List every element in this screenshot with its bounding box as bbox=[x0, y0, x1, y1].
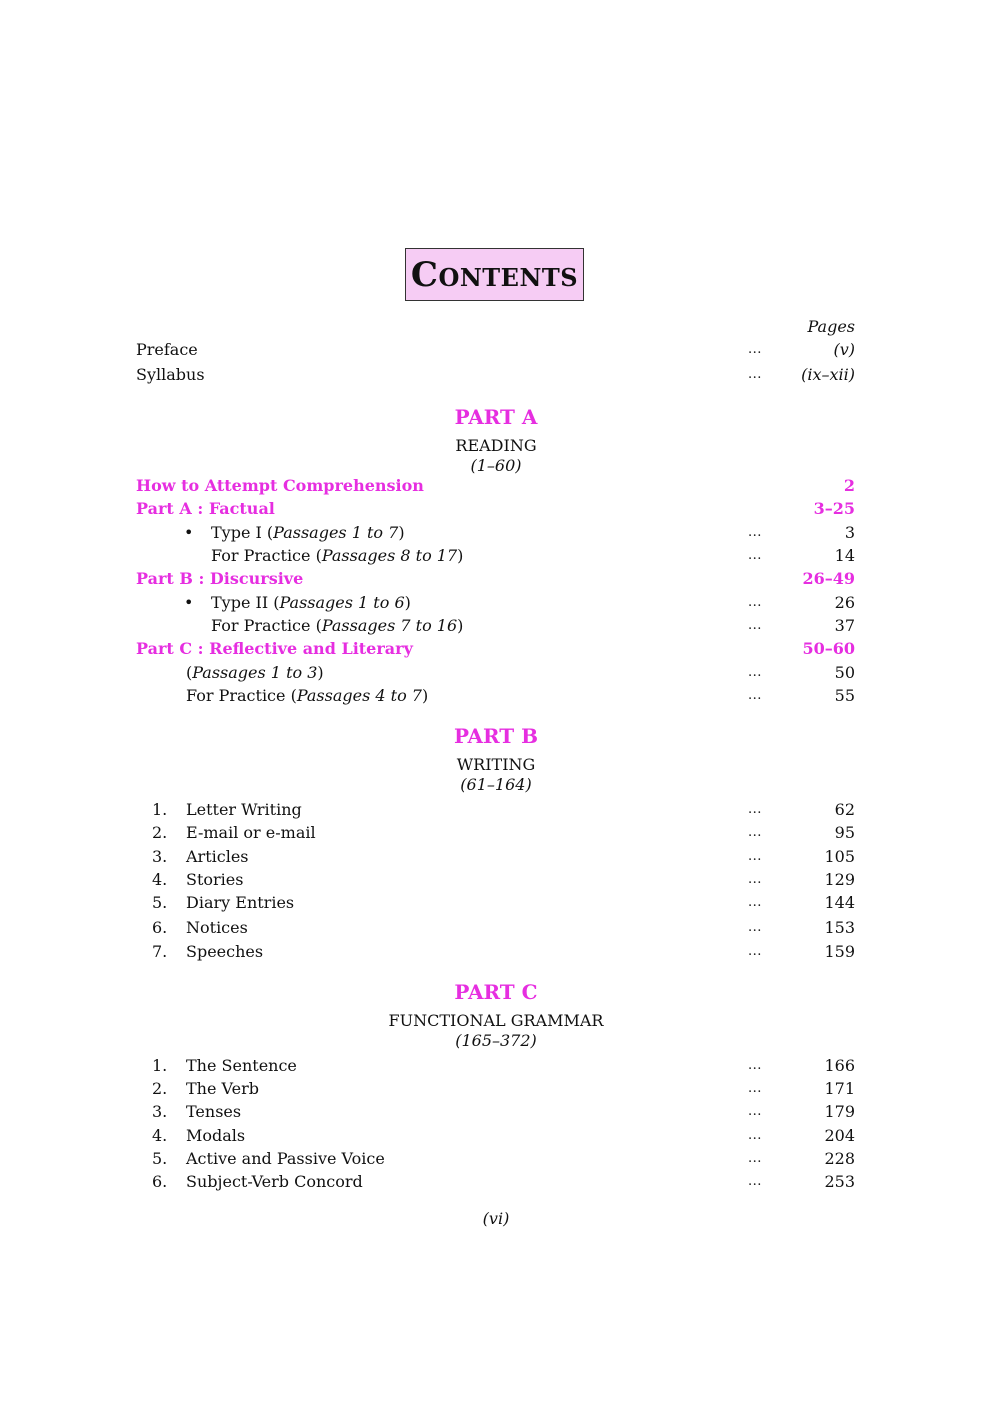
toc-label: Type II (Passages 1 to 6) bbox=[211, 593, 411, 612]
leader-dots: ... bbox=[748, 1081, 762, 1096]
page-number: 166 bbox=[824, 1056, 855, 1075]
part-b-subheading: WRITING bbox=[456, 755, 536, 774]
toc-row bbox=[0, 1101, 992, 1123]
page-number: 153 bbox=[824, 918, 855, 937]
toc-row bbox=[0, 1055, 992, 1077]
toc-row bbox=[0, 917, 992, 939]
page-number: (v) bbox=[833, 340, 855, 359]
item-number: 4. bbox=[152, 870, 168, 889]
item-number: 1. bbox=[152, 800, 168, 819]
item-number: 2. bbox=[152, 1079, 168, 1098]
toc-section-label: Part C : Reflective and Literary bbox=[136, 639, 413, 658]
part-c-subheading: FUNCTIONAL GRAMMAR bbox=[388, 1011, 604, 1030]
toc-row-passages-1-3 bbox=[0, 662, 992, 684]
toc-label: Modals bbox=[186, 1126, 246, 1145]
leader-dots: ... bbox=[748, 1104, 762, 1119]
part-c-range: (165–372) bbox=[455, 1031, 537, 1050]
toc-row bbox=[0, 1078, 992, 1100]
leader-dots: ... bbox=[748, 548, 762, 563]
page-number: 171 bbox=[824, 1079, 855, 1098]
leader-dots: ... bbox=[748, 872, 762, 887]
part-b-heading: PART B bbox=[453, 724, 539, 748]
page-number: 55 bbox=[834, 686, 855, 705]
leader-dots: ... bbox=[748, 1151, 762, 1166]
toc-label: Subject-Verb Concord bbox=[186, 1172, 363, 1191]
toc-row bbox=[0, 822, 992, 844]
toc-label: Tenses bbox=[186, 1102, 242, 1121]
item-number: 4. bbox=[152, 1126, 168, 1145]
leader-dots: ... bbox=[748, 367, 762, 382]
page-number: 50–60 bbox=[802, 639, 855, 658]
toc-label: Stories bbox=[186, 870, 244, 889]
toc-label: Preface bbox=[136, 340, 198, 359]
toc-section-label: How to Attempt Comprehension bbox=[136, 476, 424, 495]
toc-label: For Practice (Passages 7 to 16) bbox=[211, 616, 464, 635]
page-number: 105 bbox=[824, 847, 855, 866]
toc-label: Type I (Passages 1 to 7) bbox=[211, 523, 405, 542]
toc-row-type-1 bbox=[0, 522, 992, 544]
toc-label: E-mail or e-mail bbox=[186, 823, 316, 842]
item-number: 2. bbox=[152, 823, 168, 842]
folio-page-number: (vi) bbox=[482, 1209, 510, 1228]
toc-row bbox=[0, 869, 992, 891]
leader-dots: ... bbox=[748, 618, 762, 633]
leader-dots: ... bbox=[748, 802, 762, 817]
page-number: 204 bbox=[824, 1126, 855, 1145]
item-number: 6. bbox=[152, 1172, 168, 1191]
page-number: 129 bbox=[824, 870, 855, 889]
toc-label: The Sentence bbox=[186, 1056, 297, 1075]
part-c-heading: PART C bbox=[454, 980, 538, 1004]
leader-dots: ... bbox=[748, 944, 762, 959]
page-number: 2 bbox=[843, 476, 855, 495]
toc-row bbox=[0, 1125, 992, 1147]
page-number: 26–49 bbox=[802, 569, 855, 588]
item-number: 3. bbox=[152, 847, 168, 866]
page-number: 228 bbox=[824, 1149, 855, 1168]
leader-dots: ... bbox=[748, 665, 762, 680]
leader-dots: ... bbox=[748, 825, 762, 840]
page-number: 179 bbox=[824, 1102, 855, 1121]
toc-label: Speeches bbox=[186, 942, 264, 961]
leader-dots: ... bbox=[748, 895, 762, 910]
toc-label: Notices bbox=[186, 918, 248, 937]
toc-row-practice-8-17 bbox=[0, 545, 992, 567]
leader-dots: ... bbox=[748, 1174, 762, 1189]
bullet: • bbox=[184, 593, 194, 612]
page-number: 159 bbox=[824, 942, 855, 961]
page-number: (ix–xii) bbox=[801, 365, 855, 384]
page-number: 26 bbox=[834, 593, 855, 612]
leader-dots: ... bbox=[748, 342, 762, 357]
page-number: 95 bbox=[834, 823, 855, 842]
toc-row-preface bbox=[0, 339, 992, 361]
leader-dots: ... bbox=[748, 595, 762, 610]
toc-row-type-2 bbox=[0, 592, 992, 614]
toc-label: Letter Writing bbox=[186, 800, 302, 819]
item-number: 3. bbox=[152, 1102, 168, 1121]
pages-column-label: Pages bbox=[807, 317, 855, 336]
page-number: 50 bbox=[834, 663, 855, 682]
toc-row-practice-7-16 bbox=[0, 615, 992, 637]
item-number: 1. bbox=[152, 1056, 168, 1075]
part-a-heading: PART A bbox=[454, 405, 538, 429]
page-number: 144 bbox=[824, 893, 855, 912]
toc-row-reflective bbox=[0, 638, 992, 660]
page-number: 3 bbox=[844, 523, 855, 542]
toc-row-discursive bbox=[0, 568, 992, 590]
toc-row bbox=[0, 941, 992, 963]
toc-label: For Practice (Passages 8 to 17) bbox=[211, 546, 464, 565]
bullet: • bbox=[184, 523, 194, 542]
part-a-range: (1–60) bbox=[470, 456, 522, 475]
toc-row bbox=[0, 892, 992, 914]
part-b-range: (61–164) bbox=[460, 775, 532, 794]
toc-label: The Verb bbox=[186, 1079, 259, 1098]
toc-row-factual bbox=[0, 498, 992, 520]
page-number: 37 bbox=[834, 616, 855, 635]
leader-dots: ... bbox=[748, 849, 762, 864]
page-number: 3–25 bbox=[813, 499, 855, 518]
toc-section-label: Part B : Discursive bbox=[136, 569, 304, 588]
toc-section-label: Part A : Factual bbox=[136, 499, 275, 518]
toc-row bbox=[0, 1171, 992, 1193]
toc-row-syllabus bbox=[0, 364, 992, 386]
toc-label: Diary Entries bbox=[186, 893, 295, 912]
toc-row bbox=[0, 799, 992, 821]
leader-dots: ... bbox=[748, 525, 762, 540]
page-number: 253 bbox=[824, 1172, 855, 1191]
leader-dots: ... bbox=[748, 1058, 762, 1073]
contents-title: Contents bbox=[405, 248, 584, 301]
leader-dots: ... bbox=[748, 1128, 762, 1143]
page-number: 14 bbox=[834, 546, 855, 565]
item-number: 6. bbox=[152, 918, 168, 937]
item-number: 5. bbox=[152, 1149, 168, 1168]
toc-label: Active and Passive Voice bbox=[186, 1149, 385, 1168]
toc-label: Syllabus bbox=[136, 365, 205, 384]
toc-row-how-to bbox=[0, 475, 992, 497]
toc-label: For Practice (Passages 4 to 7) bbox=[186, 686, 429, 705]
page-number: 62 bbox=[834, 800, 855, 819]
toc-label: (Passages 1 to 3) bbox=[186, 663, 324, 682]
leader-dots: ... bbox=[748, 688, 762, 703]
item-number: 5. bbox=[152, 893, 168, 912]
toc-row-practice-4-7 bbox=[0, 685, 992, 707]
toc-row bbox=[0, 846, 992, 868]
part-a-subheading: READING bbox=[455, 436, 537, 455]
item-number: 7. bbox=[152, 942, 168, 961]
toc-row bbox=[0, 1148, 992, 1170]
toc-label: Articles bbox=[186, 847, 249, 866]
leader-dots: ... bbox=[748, 920, 762, 935]
